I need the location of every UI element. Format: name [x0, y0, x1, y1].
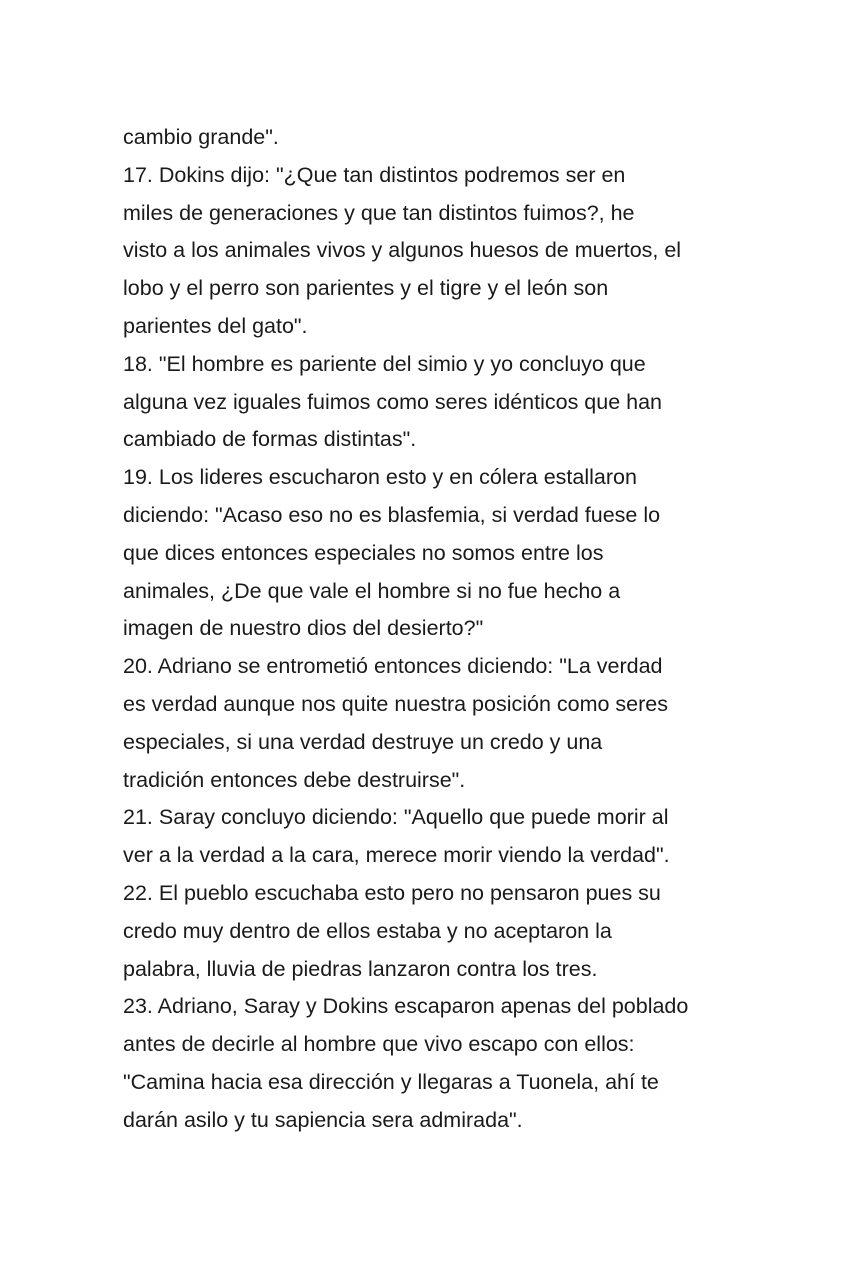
text-line: 17. Dokins dijo: "¿Que tan distintos podremos ser en: [123, 162, 626, 187]
text-line: cambiado de formas distintas".: [123, 427, 417, 452]
text-line: animales, ¿De que vale el hombre si no fue hecho a: [123, 578, 621, 603]
text-line: visto a los animales vivos y algunos huesos de muertos, el: [123, 238, 682, 263]
text-line: alguna vez iguales fuimos como seres idénticos que han: [123, 389, 663, 414]
text-line: antes de decirle al hombre que vivo escapo con ellos:: [123, 1032, 635, 1057]
text-line: es verdad aunque nos quite nuestra posición como seres: [123, 691, 669, 716]
text-line: imagen de nuestro dios del desierto?": [123, 616, 484, 641]
text-line: darán asilo y tu sapiencia sera admirada".: [123, 1107, 523, 1132]
text-line: tradición entonces debe destruirse".: [123, 767, 466, 792]
text-line: especiales, si una verdad destruye un credo y una: [123, 729, 603, 754]
text-line: que dices entonces especiales no somos entre los: [123, 540, 604, 565]
text-line: ver a la verdad a la cara, merece morir viendo la verdad".: [123, 843, 670, 868]
text-line: "Camina hacia esa dirección y llegaras a Tuonela, ahí te: [123, 1069, 659, 1094]
text-line: 22. El pueblo escuchaba esto pero no pensaron pues su: [123, 880, 661, 905]
text-line: 19. Los lideres escucharon esto y en cólera estallaron: [123, 465, 637, 490]
text-line: 20. Adriano se entrometió entonces diciendo: "La verdad: [123, 654, 663, 679]
text-line: credo muy dentro de ellos estaba y no aceptaron la: [123, 918, 612, 943]
text-line: 18. "El hombre es pariente del simio y yo concluyo que: [123, 351, 646, 376]
text-line: miles de generaciones y que tan distintos fuimos?, he: [123, 200, 635, 225]
text-line: 21. Saray concluyo diciendo: "Aquello que puede morir al: [123, 805, 669, 830]
text-line: palabra, lluvia de piedras lanzaron contra los tres.: [123, 956, 598, 981]
body-text: [123, 119, 743, 1140]
text-line: 23. Adriano, Saray y Dokins escaparon apenas del poblado: [123, 994, 689, 1019]
text-line: parientes del gato".: [123, 313, 308, 338]
text-line: lobo y el perro son parientes y el tigre y el león son: [123, 276, 609, 301]
text-line: diciendo: "Acaso eso no es blasfemia, si verdad fuese lo: [123, 502, 661, 527]
text-line: cambio grande".: [123, 125, 279, 149]
